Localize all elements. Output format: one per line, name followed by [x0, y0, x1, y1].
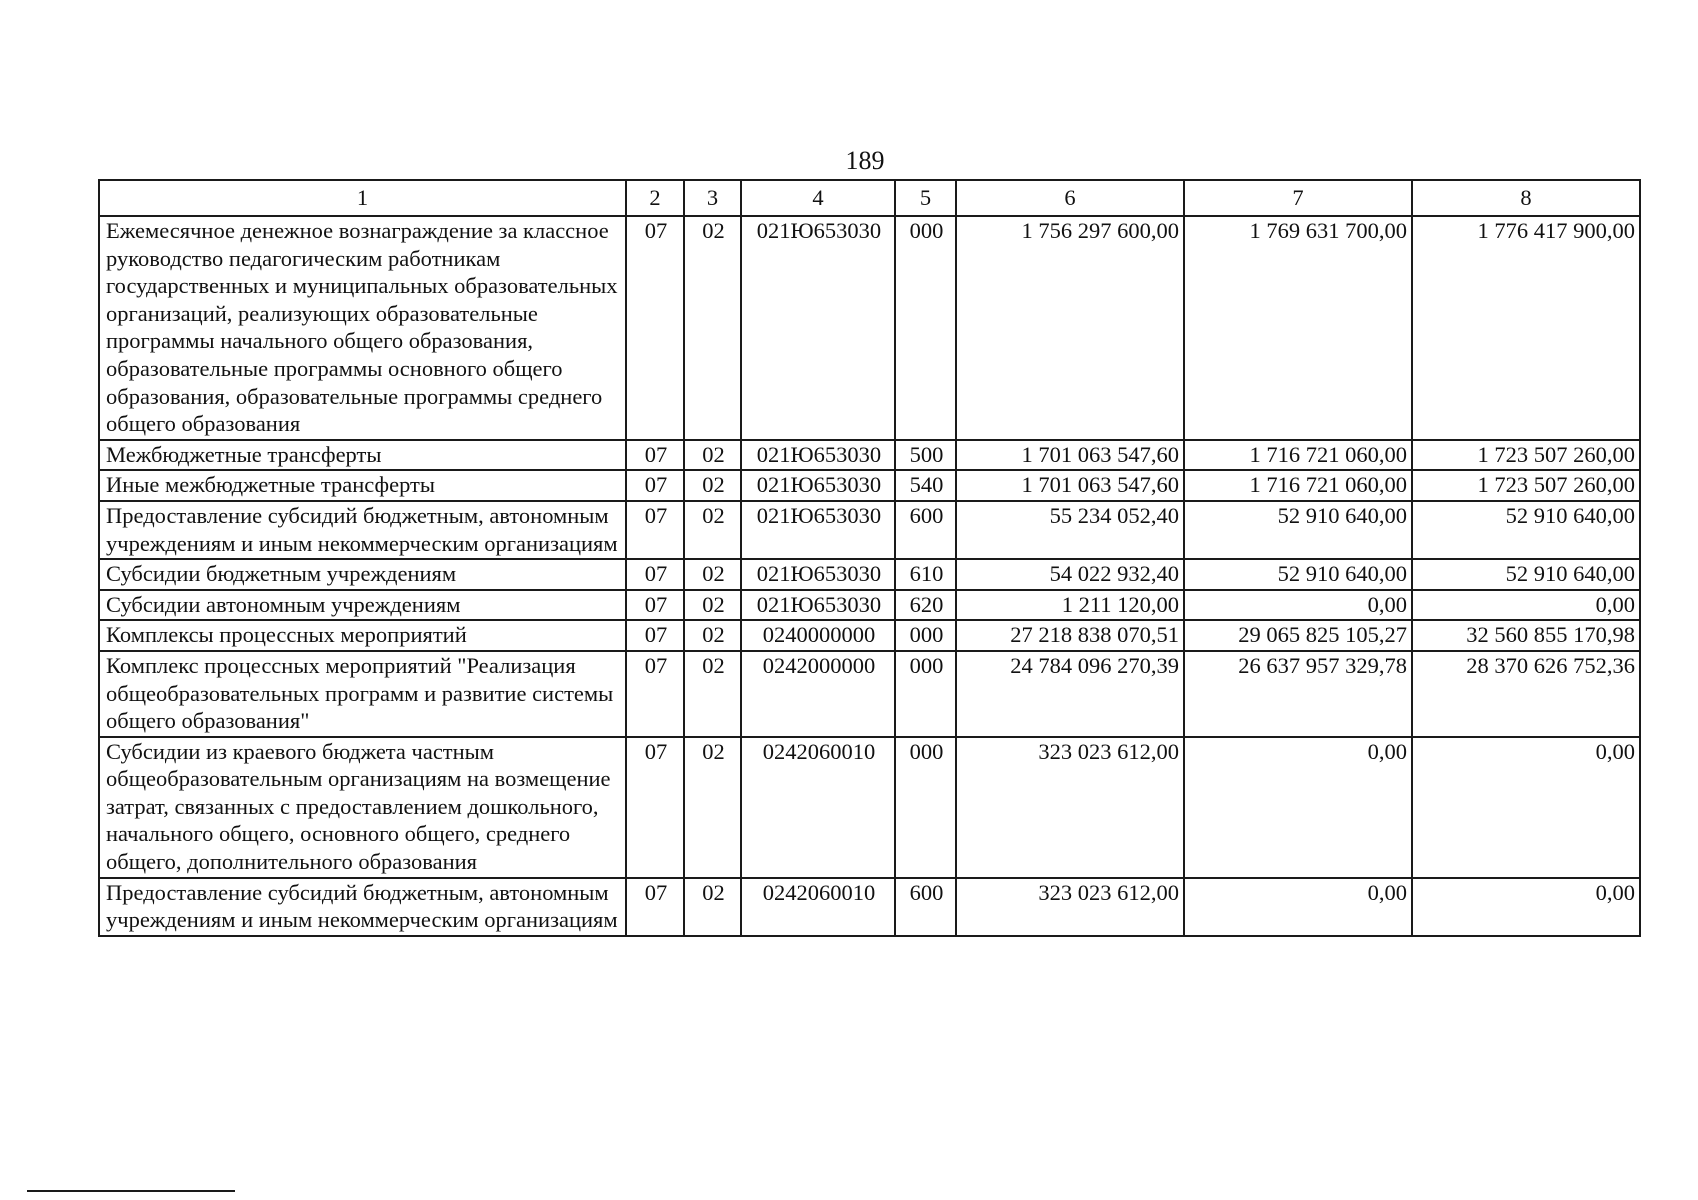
- amount-col8: 1 776 417 900,00: [1412, 216, 1640, 440]
- section-code: 07: [626, 620, 684, 651]
- amount-col7: 1 716 721 060,00: [1184, 470, 1412, 501]
- table-row: [99, 470, 1640, 501]
- row-name: Предоставление субсидий бюджетным, автономным учреждениям и иным некоммерческим организациям: [99, 878, 626, 936]
- amount-col6: 27 218 838 070,51: [956, 620, 1184, 651]
- amount-col7: 0,00: [1184, 878, 1412, 936]
- amount-col8: 1 723 507 260,00: [1412, 440, 1640, 471]
- amount-col7: 26 637 957 329,78: [1184, 651, 1412, 737]
- section-code: 07: [626, 590, 684, 621]
- subsection-code: 02: [684, 440, 741, 471]
- section-code: 07: [626, 878, 684, 936]
- section-code: 07: [626, 440, 684, 471]
- column-header: 3: [684, 180, 741, 216]
- header-row: [99, 180, 1640, 216]
- amount-col6: 1 756 297 600,00: [956, 216, 1184, 440]
- amount-col6: 1 701 063 547,60: [956, 440, 1184, 471]
- table-row: [99, 878, 1640, 936]
- table-row: [99, 440, 1640, 471]
- row-name: Субсидии из краевого бюджета частным общеобразовательным организациям на возмещение затрат, связанных с предоставлением дошкольного, начального общего, основного общего, среднего общего, дополнительного образования: [99, 737, 626, 878]
- section-code: 07: [626, 216, 684, 440]
- expense-type-code: 620: [895, 590, 956, 621]
- amount-col8: 52 910 640,00: [1412, 559, 1640, 590]
- amount-col6: 24 784 096 270,39: [956, 651, 1184, 737]
- expense-type-code: 600: [895, 878, 956, 936]
- amount-col8: 28 370 626 752,36: [1412, 651, 1640, 737]
- expense-type-code: 540: [895, 470, 956, 501]
- amount-col6: 1 701 063 547,60: [956, 470, 1184, 501]
- expense-type-code: 600: [895, 501, 956, 559]
- amount-col8: 0,00: [1412, 590, 1640, 621]
- row-name: Комплексы процессных мероприятий: [99, 620, 626, 651]
- row-name: Ежемесячное денежное вознаграждение за классное руководство педагогическим работникам государственных и муниципальных образовательных организаций, реализующих образовательные программы начального общего образования, образовательные программы основного общего образования, образовательные программы среднего общего образования: [99, 216, 626, 440]
- section-code: 07: [626, 737, 684, 878]
- budget-table: [98, 179, 1641, 937]
- row-name: Межбюджетные трансферты: [99, 440, 626, 471]
- amount-col7: 1 716 721 060,00: [1184, 440, 1412, 471]
- amount-col6: 55 234 052,40: [956, 501, 1184, 559]
- amount-col8: 0,00: [1412, 878, 1640, 936]
- target-article-code: 021Ю653030: [741, 590, 895, 621]
- target-article-code: 0240000000: [741, 620, 895, 651]
- table-row: [99, 651, 1640, 737]
- subsection-code: 02: [684, 590, 741, 621]
- amount-col7: 1 769 631 700,00: [1184, 216, 1412, 440]
- subsection-code: 02: [684, 651, 741, 737]
- target-article-code: 0242060010: [741, 878, 895, 936]
- target-article-code: 021Ю653030: [741, 216, 895, 440]
- section-code: 07: [626, 470, 684, 501]
- amount-col7: 0,00: [1184, 590, 1412, 621]
- section-code: 07: [626, 651, 684, 737]
- amount-col8: 1 723 507 260,00: [1412, 470, 1640, 501]
- column-header: 2: [626, 180, 684, 216]
- expense-type-code: 000: [895, 216, 956, 440]
- subsection-code: 02: [684, 737, 741, 878]
- amount-col6: 323 023 612,00: [956, 737, 1184, 878]
- target-article-code: 0242060010: [741, 737, 895, 878]
- amount-col6: 323 023 612,00: [956, 878, 1184, 936]
- column-header: 5: [895, 180, 956, 216]
- row-name: Предоставление субсидий бюджетным, автономным учреждениям и иным некоммерческим организациям: [99, 501, 626, 559]
- footnote-divider: [27, 1190, 235, 1192]
- row-name: Субсидии бюджетным учреждениям: [99, 559, 626, 590]
- amount-col7: 52 910 640,00: [1184, 559, 1412, 590]
- column-header: 6: [956, 180, 1184, 216]
- expense-type-code: 500: [895, 440, 956, 471]
- column-header: 1: [99, 180, 626, 216]
- row-name: Комплекс процессных мероприятий "Реализация общеобразовательных программ и развитие системы общего образования": [99, 651, 626, 737]
- amount-col8: 0,00: [1412, 737, 1640, 878]
- expense-type-code: 000: [895, 737, 956, 878]
- subsection-code: 02: [684, 216, 741, 440]
- column-header: 4: [741, 180, 895, 216]
- target-article-code: 021Ю653030: [741, 440, 895, 471]
- amount-col7: 52 910 640,00: [1184, 501, 1412, 559]
- target-article-code: 0242000000: [741, 651, 895, 737]
- expense-type-code: 000: [895, 620, 956, 651]
- table-row: [99, 620, 1640, 651]
- amount-col7: 0,00: [1184, 737, 1412, 878]
- column-header: 7: [1184, 180, 1412, 216]
- expense-type-code: 610: [895, 559, 956, 590]
- section-code: 07: [626, 559, 684, 590]
- table-row: [99, 216, 1640, 440]
- table-row: [99, 590, 1640, 621]
- amount-col8: 32 560 855 170,98: [1412, 620, 1640, 651]
- amount-col7: 29 065 825 105,27: [1184, 620, 1412, 651]
- target-article-code: 021Ю653030: [741, 559, 895, 590]
- amount-col8: 52 910 640,00: [1412, 501, 1640, 559]
- subsection-code: 02: [684, 620, 741, 651]
- section-code: 07: [626, 501, 684, 559]
- subsection-code: 02: [684, 559, 741, 590]
- expense-type-code: 000: [895, 651, 956, 737]
- amount-col6: 1 211 120,00: [956, 590, 1184, 621]
- row-name: Иные межбюджетные трансферты: [99, 470, 626, 501]
- subsection-code: 02: [684, 470, 741, 501]
- subsection-code: 02: [684, 878, 741, 936]
- table-row: [99, 737, 1640, 878]
- target-article-code: 021Ю653030: [741, 501, 895, 559]
- target-article-code: 021Ю653030: [741, 470, 895, 501]
- amount-col6: 54 022 932,40: [956, 559, 1184, 590]
- subsection-code: 02: [684, 501, 741, 559]
- table-row: [99, 559, 1640, 590]
- table-row: [99, 501, 1640, 559]
- page-number: 189: [845, 146, 885, 175]
- row-name: Субсидии автономным учреждениям: [99, 590, 626, 621]
- column-header: 8: [1412, 180, 1640, 216]
